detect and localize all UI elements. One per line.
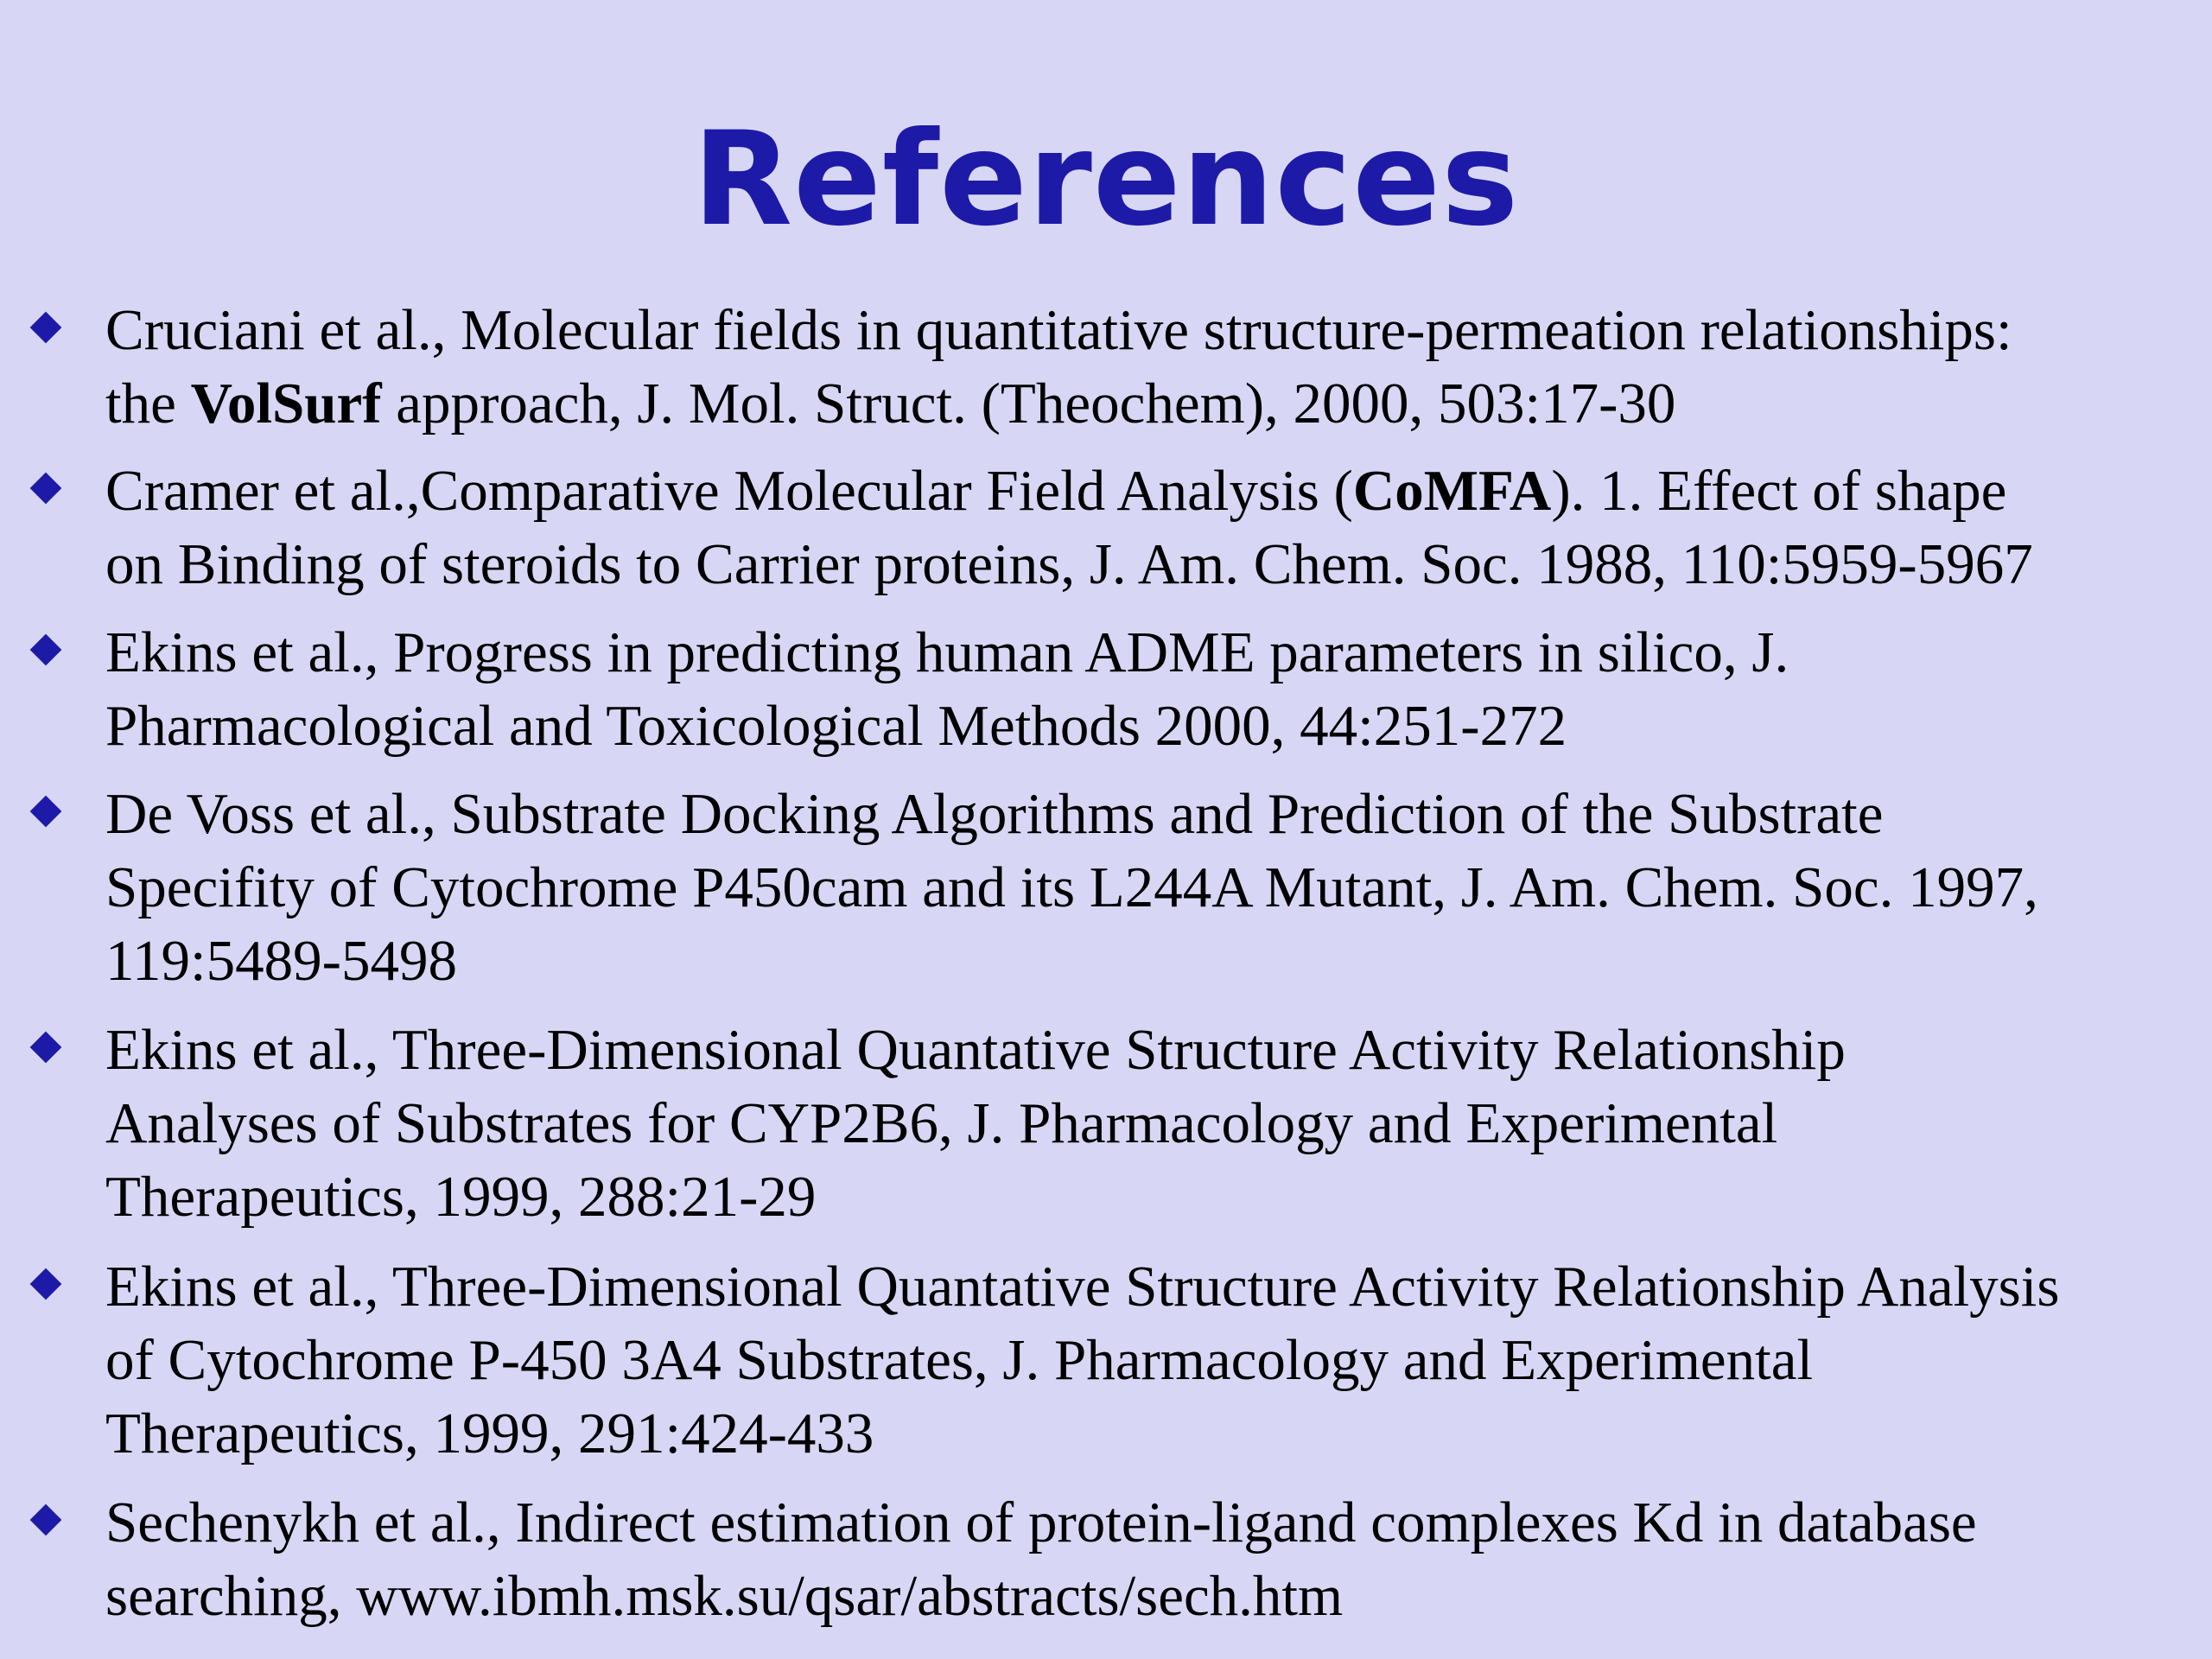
reference-line: Analyses of Substrates for CYP2B6, J. Pharmacology and Experimental bbox=[105, 1091, 1778, 1155]
reference-bold-term: VolSurf bbox=[190, 372, 382, 435]
diamond-bullet-icon bbox=[30, 1032, 62, 1064]
reference-line: of Cytochrome P-450 3A4 Substrates, J. Pharmacology and Experimental bbox=[105, 1328, 1814, 1392]
reference-line: Pharmacological and Toxicological Methods 2000, 44:251-272 bbox=[105, 694, 1567, 758]
reference-text bbox=[105, 616, 2196, 763]
reference-line: Ekins et al., Three-Dimensional Quantative Structure Activity Relationship bbox=[105, 1018, 1846, 1082]
reference-line: Sechenykh et al., Indirect estimation of protein-ligand complexes Kd in database bbox=[105, 1491, 1977, 1554]
reference-bold-term: CoMFA bbox=[1352, 459, 1552, 523]
reference-line: on Binding of steroids to Carrier proteins, J. Am. Chem. Soc. 1988, 110:5959-5967 bbox=[105, 532, 2033, 596]
reference-line-segment: approach, J. Mol. Struct. (Theochem), 2000, 503:17-30 bbox=[381, 372, 1676, 435]
diamond-bullet-icon bbox=[30, 634, 62, 666]
diamond-bullet-icon bbox=[30, 473, 62, 505]
diamond-bullet-icon bbox=[30, 1504, 62, 1536]
reference-text bbox=[105, 294, 2196, 441]
diamond-bullet-icon bbox=[30, 796, 62, 828]
diamond-bullet-icon bbox=[30, 312, 62, 344]
reference-line: Specifity of Cytochrome P450cam and its L244A Mutant, J. Am. Chem. Soc. 1997, bbox=[105, 855, 2038, 919]
reference-text bbox=[105, 1250, 2196, 1471]
reference-line-segment: ). 1. Effect of shape bbox=[1551, 459, 2007, 523]
reference-line bbox=[105, 454, 2196, 528]
reference-text bbox=[105, 1014, 2196, 1234]
reference-line: searching, www.ibmh.msk.su/qsar/abstracts/sech.htm bbox=[105, 1564, 1344, 1628]
reference-text bbox=[105, 778, 2196, 998]
reference-text bbox=[105, 1486, 2196, 1633]
page-title: References bbox=[692, 105, 1520, 255]
reference-line: 119:5489-5498 bbox=[105, 929, 457, 993]
reference-line: Ekins et al., Progress in predicting human ADME parameters in silico, J. bbox=[105, 620, 1789, 684]
reference-line: Therapeutics, 1999, 288:21-29 bbox=[105, 1165, 817, 1229]
reference-line bbox=[105, 367, 2196, 441]
reference-line: De Voss et al., Substrate Docking Algorithms and Prediction of the Substrate bbox=[105, 782, 1884, 846]
reference-line: Ekins et al., Three-Dimensional Quantative Structure Activity Relationship Analysis bbox=[105, 1255, 2060, 1319]
reference-line: Cruciani et al., Molecular fields in quantitative structure-permeation relationships: bbox=[105, 298, 2012, 362]
reference-line-segment: Cramer et al.,Comparative Molecular Field Analysis ( bbox=[105, 459, 1353, 523]
reference-text bbox=[105, 454, 2196, 601]
reference-line: Therapeutics, 1999, 291:424-433 bbox=[105, 1402, 874, 1465]
diamond-bullet-icon bbox=[30, 1268, 62, 1300]
reference-line-segment: the bbox=[105, 372, 191, 435]
